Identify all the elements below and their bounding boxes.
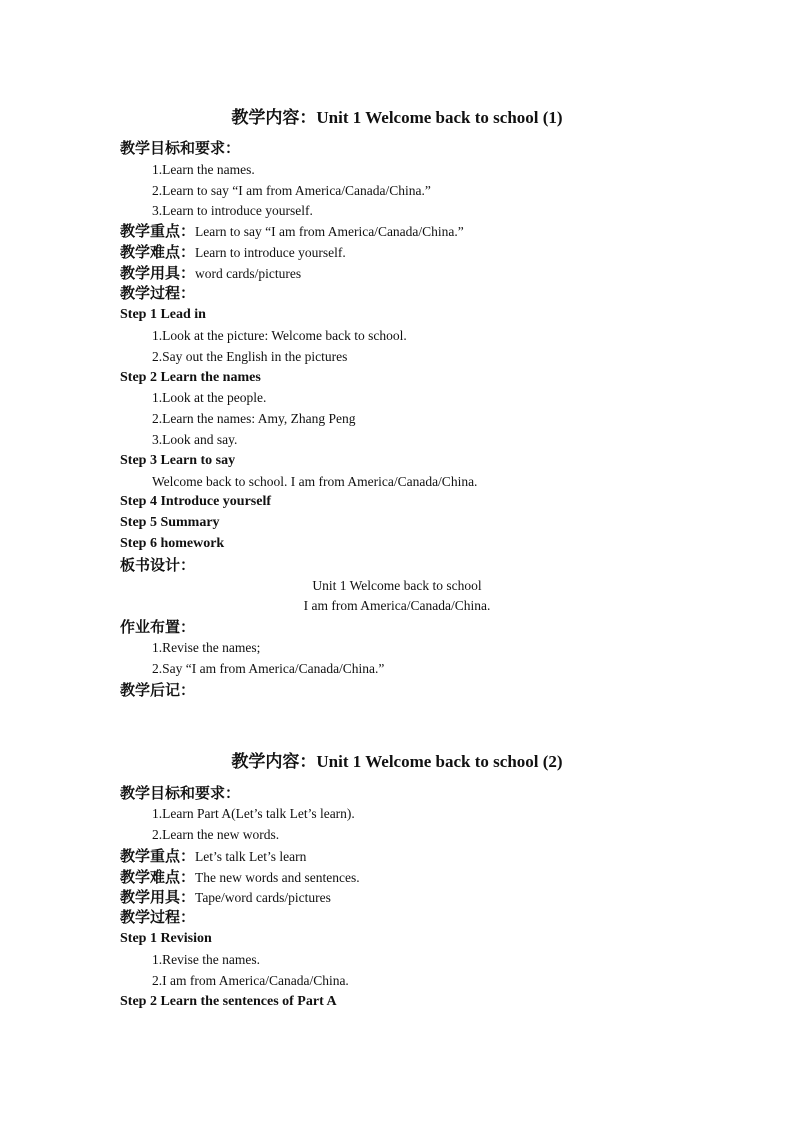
lesson2-tools-row — [120, 888, 331, 907]
lesson1-step-1: Step 1 Lead in — [120, 307, 206, 322]
lesson1-process-label: 教学过程： — [120, 284, 196, 302]
lesson2-key-text: Let’s talk Let’s learn — [195, 849, 307, 864]
lesson1-key-text: Learn to say “I am from America/Canada/China.” — [195, 224, 464, 239]
lesson2-tools-label: 教学用具： — [120, 888, 196, 906]
lesson1-notes-label: 教学后记： — [120, 681, 196, 699]
lesson1-board-line-2: I am from America/Canada/China. — [303, 598, 491, 613]
lesson2-step-1: Step 1 Revision — [120, 931, 212, 946]
lesson1-homework-item-2: 2.Say “I am from America/Canada/China.” — [152, 661, 385, 676]
lesson1-difficulty-text: Learn to introduce yourself. — [195, 245, 346, 260]
lesson1-title: 教学内容：Unit 1 Welcome back to school (1) — [231, 108, 563, 127]
lesson1-step-6: Step 6 homework — [120, 536, 225, 551]
lesson2-key-label: 教学重点： — [120, 847, 196, 865]
lesson2-key-row — [120, 847, 306, 866]
lesson1-board-line-1: Unit 1 Welcome back to school — [312, 578, 482, 593]
lesson1-step-5: Step 5 Summary — [120, 515, 220, 530]
lesson2-objectives-label: 教学目标和要求： — [120, 784, 241, 802]
lesson1-step1-item-1: 1.Look at the picture: Welcome back to school. — [152, 328, 407, 343]
lesson1-objective-2: 2.Learn to say “I am from America/Canada/China.” — [152, 183, 431, 198]
lesson1-step-2: Step 2 Learn the names — [120, 370, 261, 385]
lesson1-objectives-label: 教学目标和要求： — [120, 139, 241, 157]
lesson1-step2-item-3: 3.Look and say. — [152, 432, 238, 447]
lesson2-objective-2: 2.Learn the new words. — [152, 827, 280, 842]
lesson2-difficulty-label: 教学难点： — [120, 868, 196, 886]
lesson1-step-3: Step 3 Learn to say — [120, 453, 236, 468]
lesson1-homework-item-1: 1.Revise the names; — [152, 640, 261, 655]
lesson1-step1-item-2: 2.Say out the English in the pictures — [152, 349, 348, 364]
lesson1-homework-label: 作业布置： — [120, 618, 196, 636]
lesson2-difficulty-row — [120, 868, 360, 887]
lesson2-step1-item-2: 2.I am from America/Canada/China. — [152, 973, 349, 988]
lesson2-step1-item-1: 1.Revise the names. — [152, 952, 260, 967]
lesson2-process-label: 教学过程： — [120, 908, 196, 926]
lesson2-tools-text: Tape/word cards/pictures — [195, 890, 331, 905]
lesson1-key-row — [120, 222, 464, 241]
lesson1-tools-row — [120, 264, 301, 283]
lesson2-title: 教学内容：Unit 1 Welcome back to school (2) — [231, 752, 563, 771]
lesson1-difficulty-label: 教学难点： — [120, 243, 196, 261]
lesson1-step2-item-1: 1.Look at the people. — [152, 390, 267, 405]
lesson1-step2-item-2: 2.Learn the names: Amy, Zhang Peng — [152, 411, 356, 426]
lesson1-key-label: 教学重点： — [120, 222, 196, 240]
lesson1-objective-1: 1.Learn the names. — [152, 162, 255, 177]
lesson1-difficulty-row — [120, 243, 346, 262]
lesson1-board-label: 板书设计： — [120, 556, 196, 574]
lesson1-objective-3: 3.Learn to introduce yourself. — [152, 203, 313, 218]
lesson2-step-2: Step 2 Learn the sentences of Part A — [120, 994, 337, 1009]
lesson2-objective-1: 1.Learn Part A(Let’s talk Let’s learn). — [152, 806, 355, 821]
lesson1-step-4: Step 4 Introduce yourself — [120, 494, 272, 509]
lesson1-tools-text: word cards/pictures — [195, 266, 302, 281]
lesson1-step3-text: Welcome back to school. I am from America/Canada/China. — [152, 474, 478, 489]
lesson2-difficulty-text: The new words and sentences. — [195, 870, 360, 885]
lesson1-tools-label: 教学用具： — [120, 264, 196, 282]
